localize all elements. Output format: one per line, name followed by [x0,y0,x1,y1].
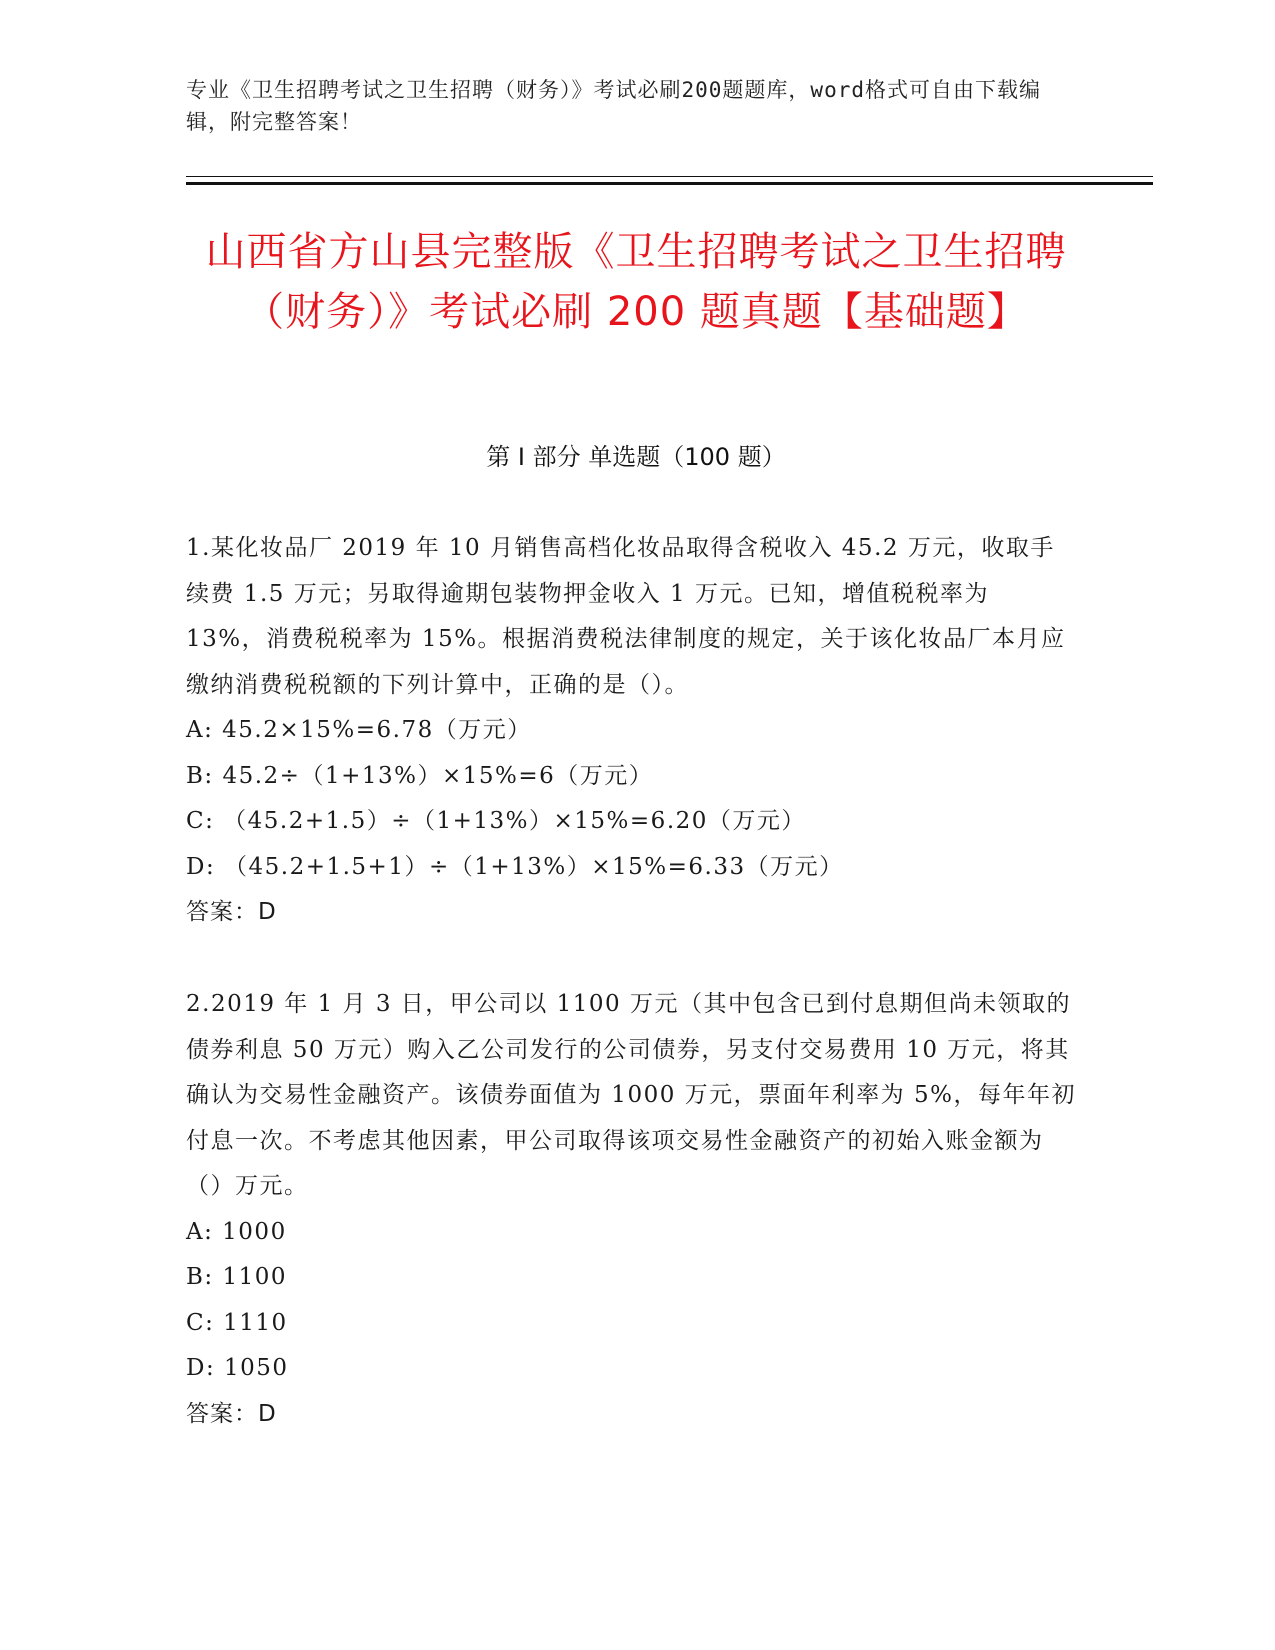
answer-line: 答案：D [186,899,277,925]
question-1 [186,526,1076,936]
document-title: 山西省方山县完整版《卫生招聘考试之卫生招聘（财务）》考试必刷 200 题真题【基础题】 [205,229,1067,335]
header-divider-thin [186,176,1153,177]
question-2 [186,982,1076,1437]
answer-line: 答案：D [186,1400,277,1427]
option-b: B: 1100 [186,1264,287,1290]
option-c: C: （45.2+1.5）÷（1+13%）×15%=6.20（万元） [186,808,806,834]
section-title: 第 I 部分 单选题（100 题） [486,443,786,471]
header-note: 专业《卫生招聘考试之卫生招聘（财务）》考试必刷200题题库，word格式可自由下载编辑，附完整答案！ [186,78,1041,134]
option-d: D: （45.2+1.5+1）÷（1+13%）×15%=6.33（万元） [186,853,844,880]
option-c: C: 1110 [186,1309,288,1336]
option-a: A: 45.2×15%=6.78（万元） [186,717,532,743]
question-stem: 1.某化妆品厂 2019 年 10 月销售高档化妆品取得含税收入 45.2 万元，收取手续费 1.5 万元；另取得逾期包装物押金收入 1 万元。已知，增值税税率为 13%，消费税税率为 15%。根据消费税法律制度的规定，关于该化妆品厂本月应缴纳消费税税额的下列计算中，正确的是（）。 [186,535,1066,698]
header-divider-thick [186,182,1153,185]
option-a: A: 1000 [186,1218,287,1245]
option-d: D: 1050 [186,1355,289,1381]
question-stem: 2.2019 年 1 月 3 日，甲公司以 1100 万元（其中包含已到付息期但尚未领取的债券利息 50 万元）购入乙公司发行的公司债券，另支付交易费用 10 万元，将其确认为交易性金融资产。该债券面值为 1000 万元，票面年利率为 5%，每年年初付息一次。不考虑其他因素，甲公司取得该项交易性金融资产的初始入账金额为（）万元。 [186,991,1076,1199]
option-b: B: 45.2÷（1+13%）×15%=6（万元） [186,762,654,789]
